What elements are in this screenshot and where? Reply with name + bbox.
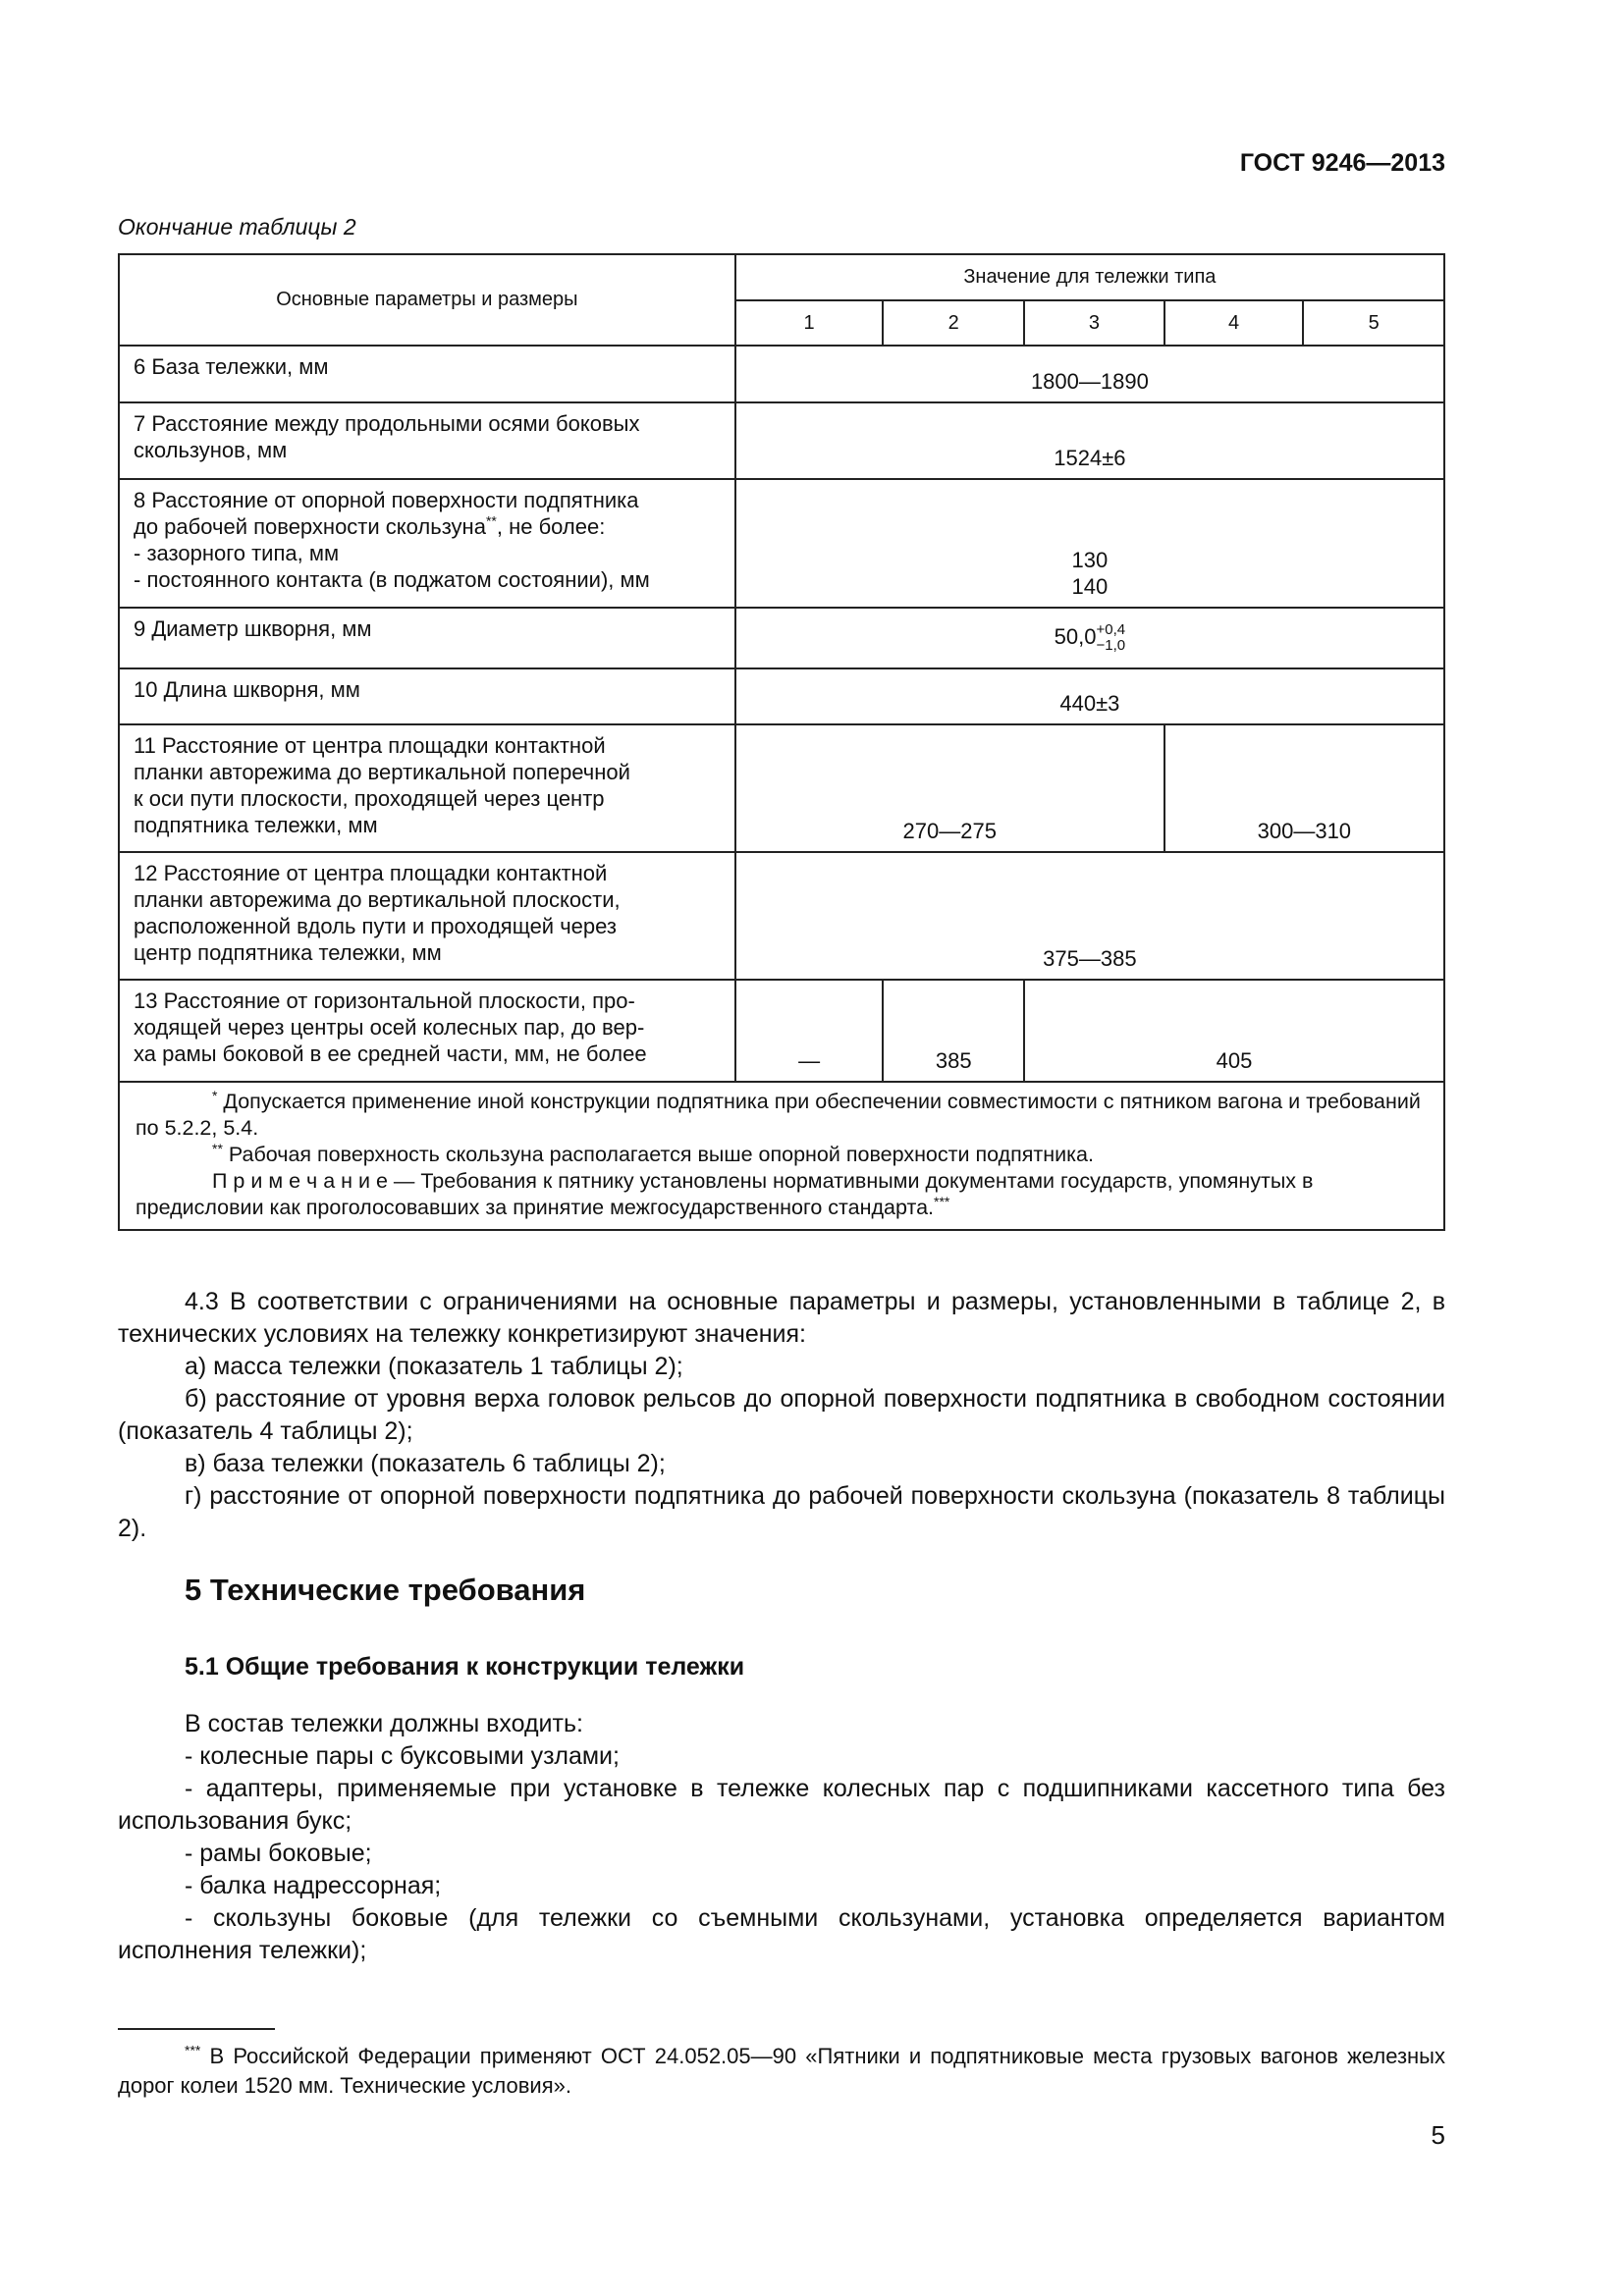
type-1-header: 1: [735, 300, 884, 346]
paragraph: 4.3 В соответствии с ограничениями на основные параметры и размеры, установленными в таблице 2, в технических условиях на тележку конкретизируют значения:: [118, 1288, 1445, 1348]
table-note-2: ** Рабочая поверхность скользуна располагается выше опорной поверхности подпятника.: [212, 1140, 1094, 1166]
row-6-param: 6 База тележки, мм: [119, 346, 735, 402]
row-10-value: 440±3: [735, 668, 1444, 724]
row-13-value-1: —: [735, 980, 884, 1082]
row-13-param: 13 Расстояние от горизонтальной плоскости, про- ходящей через центры осей колесных пар, до вер- ха рамы боковой в ее средней части, мм, не более: [119, 980, 735, 1082]
paragraph: В состав тележки должны входить:: [185, 1710, 583, 1737]
table-row: [119, 479, 1444, 608]
list-item: б) расстояние от уровня верха головок рельсов до опорной поверхности подпятника в свободном состоянии (показатель 4 таблицы 2);: [118, 1385, 1445, 1445]
table-row: [119, 980, 1444, 1082]
row-13-value-rest: 405: [1024, 980, 1444, 1082]
table-row: [119, 724, 1444, 852]
row-12-value: 375—385: [735, 852, 1444, 980]
table-row: [119, 608, 1444, 668]
section-4-3: [118, 1286, 1445, 1545]
list-item: - балка надрессорная;: [185, 1872, 442, 1899]
section-5-1-body: [118, 1708, 1445, 1967]
table-row: [119, 668, 1444, 724]
list-item: - колесные пары с буксовыми узлами;: [185, 1742, 620, 1770]
header-param-column: Основные параметры и размеры: [119, 254, 735, 346]
row-6-value: 1800—1890: [735, 346, 1444, 402]
table-row: [119, 852, 1444, 980]
row-11-param: 11 Расстояние от центра площадки контактной планки авторежима до вертикальной поперечной к оси пути плоскости, проходящей через центр подпятника тележки, мм: [119, 724, 735, 852]
page-number: 5: [1431, 2120, 1445, 2150]
list-item: - скользуны боковые (для тележки со съемными скользунами, установка определяется вариантом исполнения тележки);: [118, 1904, 1445, 1964]
row-10-param: 10 Длина шкворня, мм: [119, 668, 735, 724]
type-4-header: 4: [1164, 300, 1304, 346]
type-2-header: 2: [883, 300, 1024, 346]
parameters-table: [118, 253, 1445, 1231]
row-8-value: 130 140: [735, 479, 1444, 608]
type-3-header: 3: [1024, 300, 1164, 346]
header-value-column: Значение для тележки типа: [735, 254, 1444, 300]
list-item: - адаптеры, применяемые при установке в тележке колесных пар с подшипниками кассетного типа без использования букс;: [118, 1775, 1445, 1835]
footnote: *** В Российской Федерации применяют ОСТ 24.052.05—90 «Пятники и подпятниковые места грузовых вагонов железных дорог колеи 1520 мм. Технические условия».: [118, 2042, 1445, 2098]
row-7-param: 7 Расстояние между продольными осями боковых скользунов, мм: [119, 402, 735, 479]
row-9-value: 50,0+0,4 −1,0: [735, 608, 1444, 668]
row-9-param: 9 Диаметр шкворня, мм: [119, 608, 735, 668]
list-item: г) расстояние от опорной поверхности подпятника до рабочей поверхности скользуна (показатель 8 таблицы 2).: [118, 1482, 1445, 1542]
table-notes: [119, 1082, 1444, 1230]
row-13-value-2: 385: [883, 980, 1024, 1082]
table-note-3: П р и м е ч а н и е — Требования к пятнику установлены нормативными документами государств, упомянутых в предисловии как проголосовавших за принятие межгосударственного стандарта.***: [135, 1169, 1314, 1219]
section-5-1-heading: 5.1 Общие требования к конструкции тележки: [185, 1653, 745, 1681]
row-7-value: 1524±6: [735, 402, 1444, 479]
list-item: в) база тележки (показатель 6 таблицы 2);: [185, 1450, 666, 1477]
list-item: а) масса тележки (показатель 1 таблицы 2);: [185, 1353, 683, 1380]
document-header: ГОСТ 9246—2013: [1239, 149, 1445, 177]
table-caption: Окончание таблицы 2: [118, 214, 356, 240]
row-11-value-a: 270—275: [735, 724, 1164, 852]
list-item: - рамы боковые;: [185, 1840, 372, 1867]
type-5-header: 5: [1303, 300, 1444, 346]
row-11-value-b: 300—310: [1164, 724, 1444, 852]
row-8-param: 8 Расстояние от опорной поверхности подпятника до рабочей поверхности скользуна**, не более: - зазорного типа, мм - постоянного контакта (в поджатом состоянии), мм: [119, 479, 735, 608]
table-row: [119, 346, 1444, 402]
table-note-1: * Допускается применение иной конструкции подпятника при обеспечении совместимости с пятником вагона и требований по 5.2.2, 5.4.: [135, 1087, 1421, 1140]
footnote-separator: [118, 2028, 275, 2030]
footnote-mark: **: [485, 512, 497, 529]
row-12-param: 12 Расстояние от центра площадки контактной планки авторежима до вертикальной плоскости, расположенной вдоль пути и проходящей через центр подпятника тележки, мм: [119, 852, 735, 980]
table-row: [119, 402, 1444, 479]
section-5-heading: 5 Технические требования: [185, 1573, 586, 1607]
